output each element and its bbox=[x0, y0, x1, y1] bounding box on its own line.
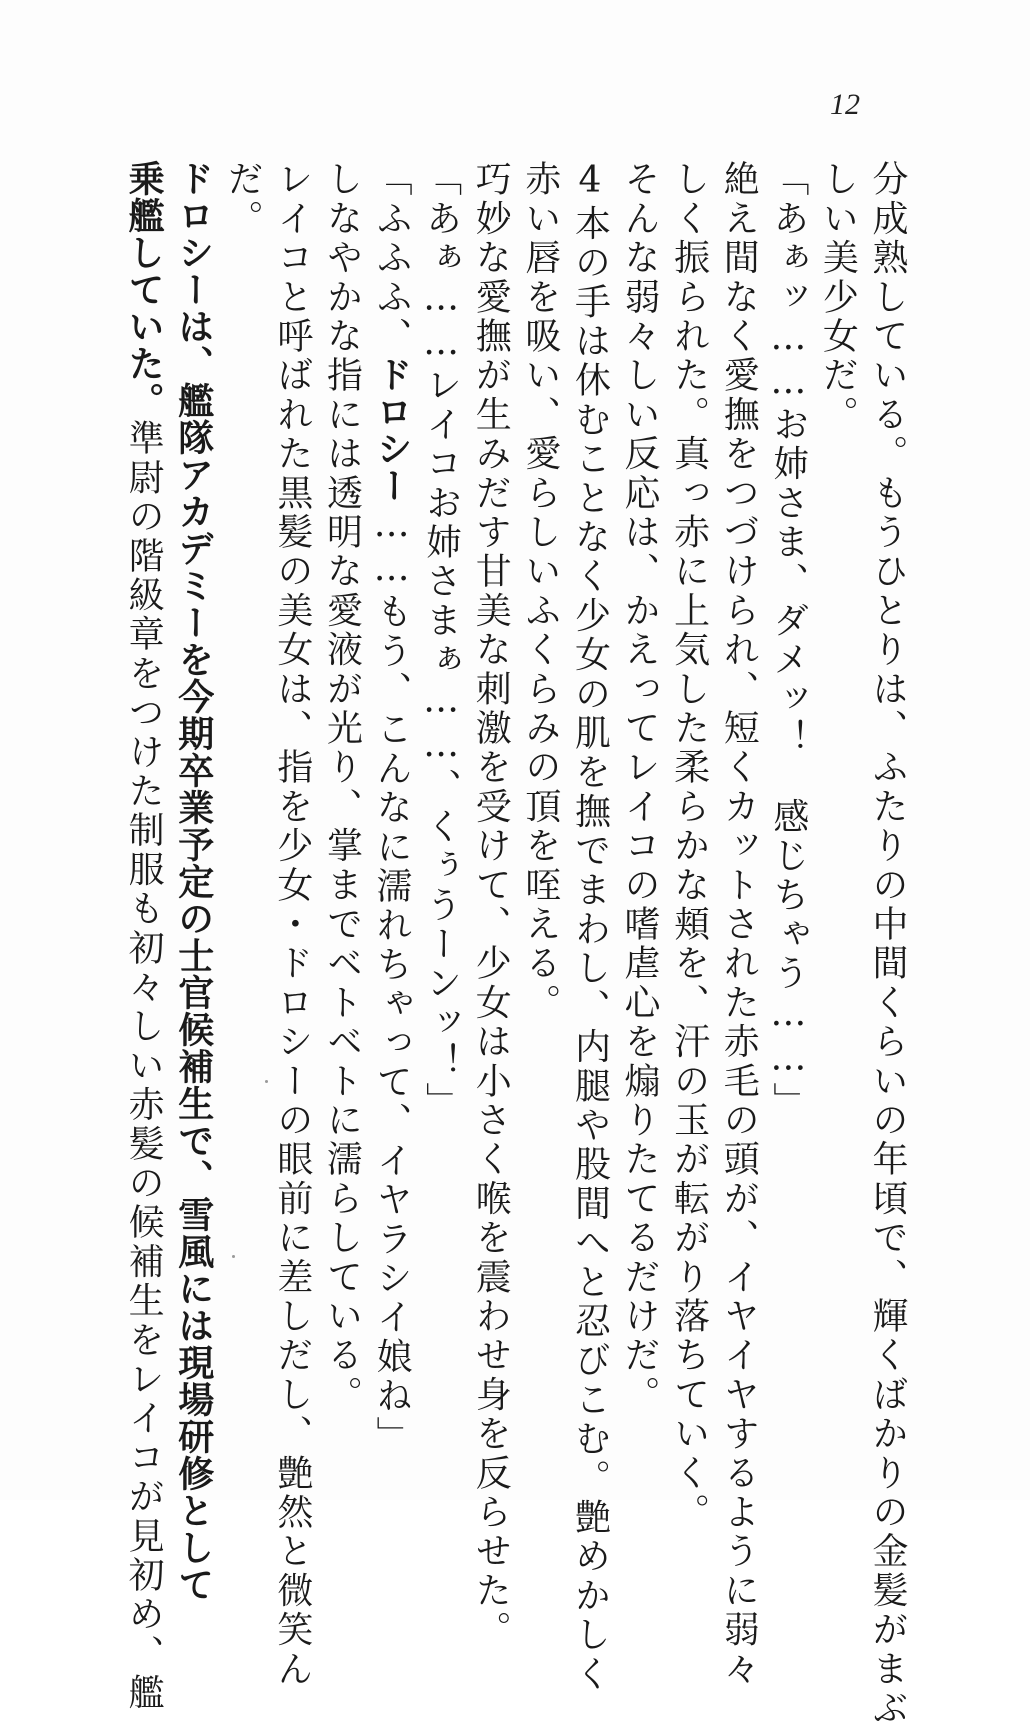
margin-dot bbox=[265, 1080, 268, 1083]
text-line-partly-bold bbox=[119, 160, 169, 1713]
text-line: 「あぁ……レイコお姉さまぁ……、くぅうーンッ！」 bbox=[420, 160, 462, 1121]
text-line: レイコと呼ばれた黒髪の美女は、指を少女・ドロシーの眼前に差しだし、艶然と微笑ん bbox=[271, 160, 313, 1689]
text-line: しく振られた。真っ赤に上気した柔らかな頬を、汗の玉が転がり落ちていく。 bbox=[668, 160, 710, 1532]
bold-text-segment: 乗艦していた。 bbox=[123, 160, 165, 419]
vertical-text-body bbox=[119, 160, 913, 1728]
text-line: しなやかな指には透明な愛液が光り、掌までベトベトに濡らしている。 bbox=[321, 160, 363, 1415]
text-line: 巧妙な愛撫が生みだす甘美な刺激を受けて、少女は小さく喉を震わせ身を反らせた。 bbox=[470, 160, 512, 1650]
margin-dot bbox=[232, 1255, 235, 1258]
text-segment: 「ふふふ、 bbox=[371, 160, 413, 356]
text-line: 分成熟している。もうひとりは、ふたりの中間くらいの年頃で、輝くばかりの金髪がまぶ bbox=[867, 160, 908, 1728]
text-segment: 準尉の階級章をつけた制服も初々しい赤髪の候補生をレイコが見初め、艦 bbox=[123, 419, 165, 1713]
text-line: だ。 bbox=[222, 160, 264, 239]
text-line-with-bold-name bbox=[366, 160, 416, 1455]
text-line: 「あぁッ……お姉さま、ダメッ！ 感じちゃう……」 bbox=[767, 160, 809, 1121]
text-segment: ……もう、こんなに濡れちゃって、イヤラシイ娘ね」 bbox=[371, 504, 413, 1455]
bold-text-line: ドロシーは、艦隊アカデミーを今期卒業予定の士官候補生で、雪風には現場研修として bbox=[172, 160, 214, 1603]
text-line: 4本の手は休むことなく少女の肌を撫でまわし、内腿や股間へと忍びこむ。艶めかしく bbox=[569, 160, 611, 1694]
bold-name-dorothy: ドロシー bbox=[371, 356, 413, 504]
text-line: 赤い唇を吸い、愛らしいふくらみの頂を咥える。 bbox=[519, 160, 561, 1023]
page-number: 12 bbox=[830, 88, 860, 121]
text-line: 絶え間なく愛撫をつづけられ、短くカットされた赤毛の頭が、イヤイヤするように弱々 bbox=[718, 160, 760, 1689]
text-line: しい美少女だ。 bbox=[817, 160, 859, 435]
text-line: そんな弱々しい反応は、かえってレイコの嗜虐心を煽りたてるだけだ。 bbox=[619, 160, 661, 1415]
